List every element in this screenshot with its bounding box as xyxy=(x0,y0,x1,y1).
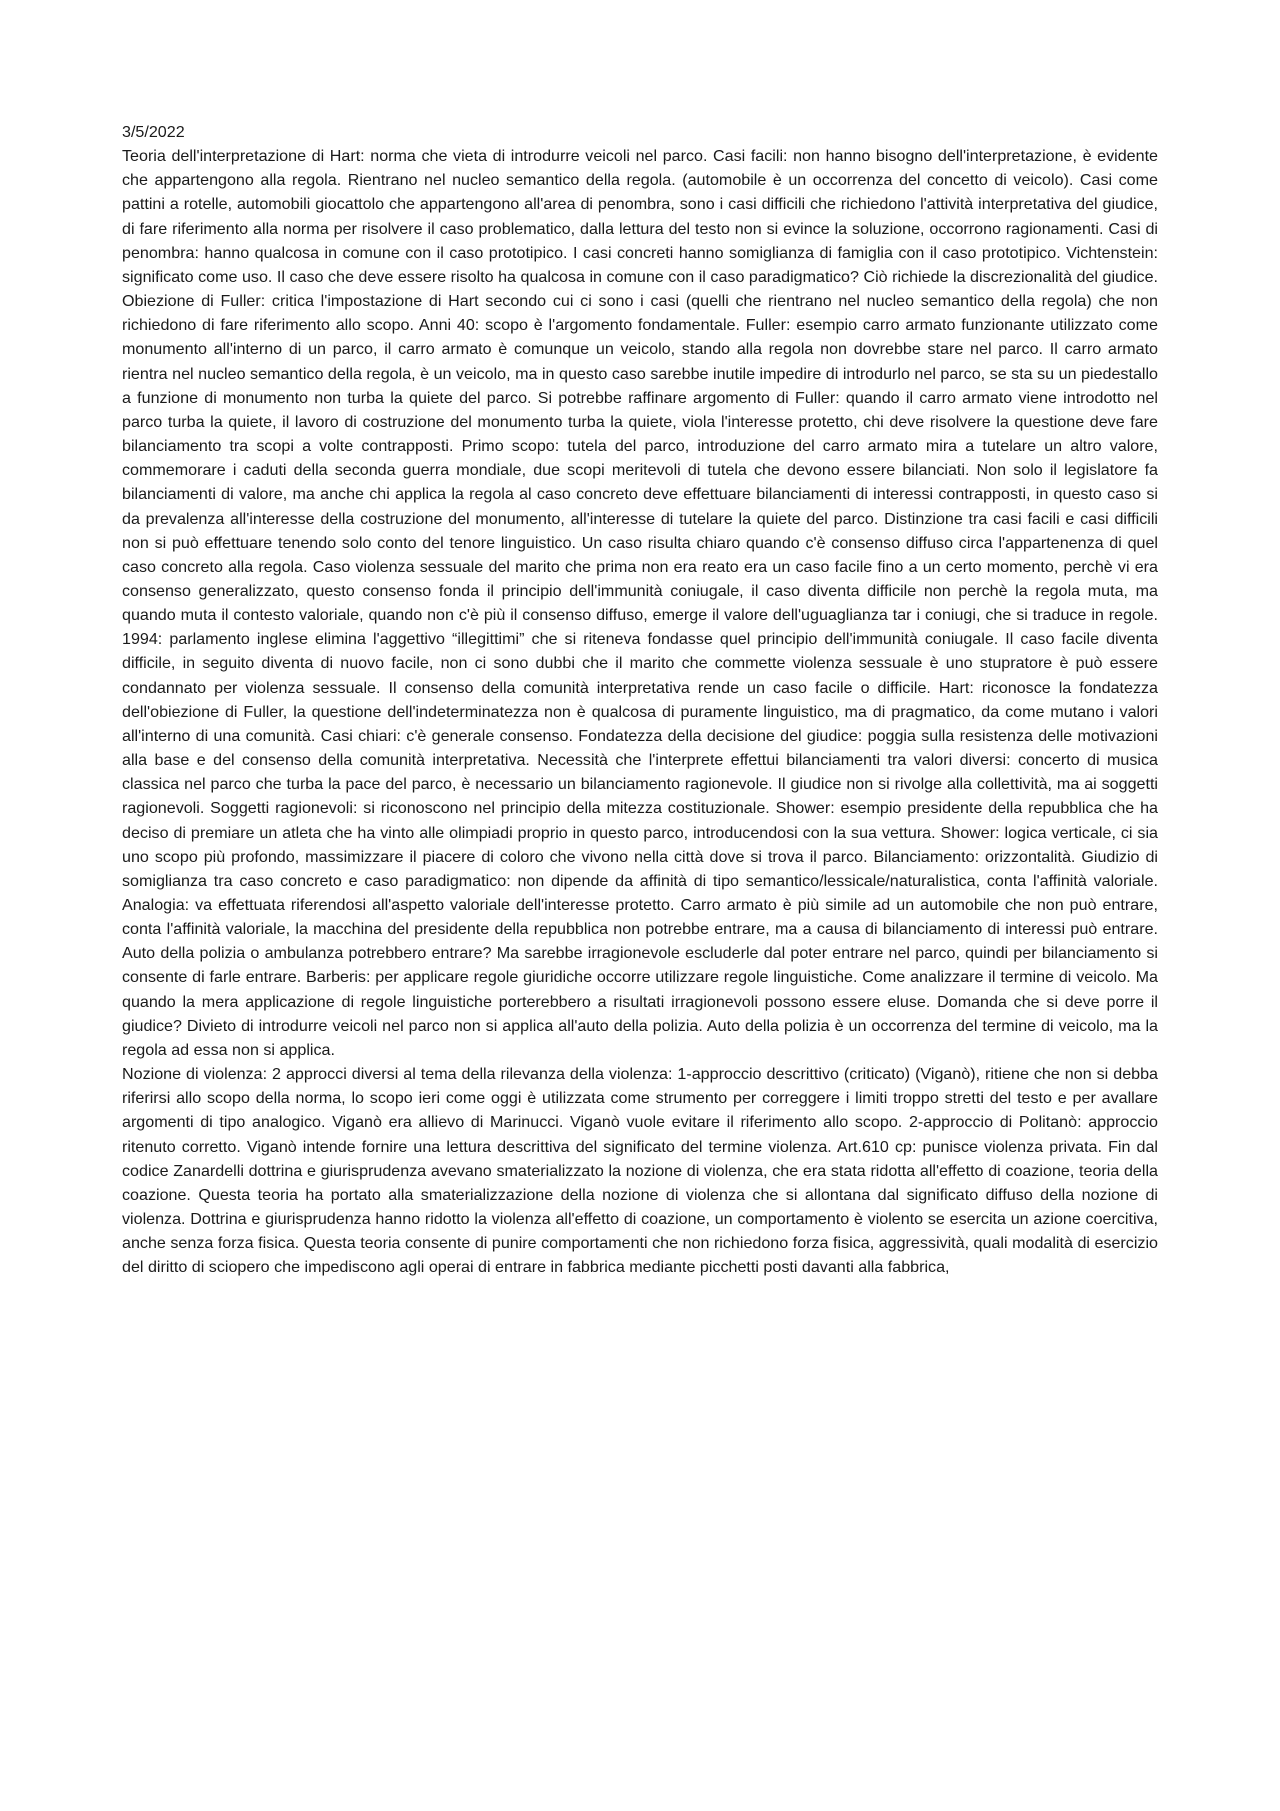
paragraph-nozione-violenza: Nozione di violenza: 2 approcci diversi al tema della rilevanza della violenza: 1-approccio descrittivo (criticato) (Viganò), ritiene che non si debba riferirsi allo scopo della norma, lo scopo ieri come oggi è utilizzata come strumento per correggere i limiti troppo stretti del testo e per avallare argomenti di tipo analogico. Viganò era allievo di Marinucci. Viganò vuole evitare il riferimento allo scopo. 2-approccio di Politanò: approccio ritenuto corretto. Viganò intende fornire una lettura descrittiva del significato del termine violenza. Art.610 cp: punisce violenza privata. Fin dal codice Zanardelli dottrina e giurisprudenza avevano smaterializzato la nozione di violenza, che era stata ridotta all'effetto di coazione, teoria della coazione. Questa teoria ha portato alla smaterializzazione della nozione di violenza che si allontana dal significato diffuso della nozione di violenza. Dottrina e giurisprudenza hanno ridotto la violenza all'effetto di coazione, un comportamento è violento se esercita un azione coercitiva, anche senza forza fisica. Questa teoria consente di punire comportamenti che non richiedono forza fisica, aggressività, quali modalità di esercizio del diritto di sciopero che impediscono agli operai di entrare in fabbrica mediante picchetti posti davanti alla fabbrica, xyxy=(122,1065,1158,1277)
document-page xyxy=(122,120,1158,1280)
document-date: 3/5/2022 xyxy=(122,123,185,141)
paragraph-hart-interpretation: Teoria dell'interpretazione di Hart: norma che vieta di introdurre veicoli nel parco. Casi facili: non hanno bisogno dell'interpretazione, è evidente che appartengono alla regola. Rientrano nel nucleo semantico della regola. (automobile è un occorrenza del concetto di veicolo). Casi come pattini a rotelle, automobili giocattolo che appartengono all'area di penombra, sono i casi difficili che richiedono l'attività interpretativa del giudice, di fare riferimento alla norma per risolvere il caso problematico, dalla lettura del testo non si evince la soluzione, occorrono ragionamenti. Casi di penombra: hanno qualcosa in comune con il caso prototipico. I casi concreti hanno somiglianza di famiglia con il caso prototipico. Vichtenstein: significato come uso. Il caso che deve essere risolto ha qualcosa in comune con il caso paradigmatico? Ciò richiede la discrezionalità del giudice. Obiezione di Fuller: critica l'impostazione di Hart secondo cui ci sono i casi (quelli che rientrano nel nucleo semantico della regola) che non richiedono di fare riferimento allo scopo. Anni 40: scopo è l'argomento fondamentale. Fuller: esempio carro armato funzionante utilizzato come monumento all'interno di un parco, il carro armato è comunque un veicolo, stando alla regola non dovrebbe stare nel parco. Il carro armato rientra nel nucleo semantico della regola, è un veicolo, ma in questo caso sarebbe inutile impedire di introdurlo nel parco, se sta su un piedestallo a funzione di monumento non turba la quiete del parco. Si potrebbe raffinare argomento di Fuller: quando il carro armato viene introdotto nel parco turba la quiete, il lavoro di costruzione del monumento turba la quiete, viola l'interesse protetto, chi deve risolvere la questione deve fare bilanciamento tra scopi a volte contrapposti. Primo scopo: tutela del parco, introduzione del carro armato mira a tutelare un altro valore, commemorare i caduti della seconda guerra mondiale, due scopi meritevoli di tutela che devono essere bilanciati. Non solo il legislatore fa bilanciamenti di valore, ma anche chi applica la regola al caso concreto deve effettuare bilanciamenti di interessi contrapposti, in questo caso si da prevalenza all'interesse della costruzione del monumento, all'interesse di tutelare la quiete del parco. Distinzione tra casi facili e casi difficili non si può effettuare tenendo solo conto del tenore linguistico. Un caso risulta chiaro quando c'è consenso diffuso circa l'appartenenza di quel caso concreto alla regola. Caso violenza sessuale del marito che prima non era reato era un caso facile fino a un certo momento, perchè vi era consenso generalizzato, questo consenso fonda il principio dell'immunità coniugale, il caso diventa difficile non perchè la regola muta, ma quando muta il contesto valoriale, quando non c'è più il consenso diffuso, emerge il valore dell'uguaglianza tar i coniugi, che si traduce in regole. 1994: parlamento inglese elimina l'aggettivo “illegittimi” che si riteneva fondasse quel principio dell'immunità coniugale. Il caso facile diventa difficile, in seguito diventa di nuovo facile, non ci sono dubbi che il marito che commette violenza sessuale è uno stupratore è può essere condannato per violenza sessuale. Il consenso della comunità interpretativa rende un caso facile o difficile. Hart: riconosce la fondatezza dell'obiezione di Fuller, la questione dell'indeterminatezza non è qualcosa di puramente linguistico, ma di pragmatico, da come mutano i valori all'interno di una comunità. Casi chiari: c'è generale consenso. Fondatezza della decisione del giudice: poggia sulla resistenza delle motivazioni alla base e del consenso della comunità interpretativa. Necessità che l'interprete effettui bilanciamenti tra valori diversi: concerto di musica classica nel parco che turba la pace del parco, è necessario un bilanciamento ragionevole. Il giudice non si rivolge alla collettività, ma ai soggetti ragionevoli. Soggetti ragionevoli: si riconoscono nel principio della mitezza costituzionale. Shower: esempio presidente della repubblica che ha deciso di premiare un atleta che ha vinto alle olimpiadi proprio in questo parco, introducendosi con la sua vettura. Shower: logica verticale, ci sia uno scopo più profondo, massimizzare il piacere di coloro che vivono nella città dove si trova il parco. Bilanciamento: orizzontalità. Giudizio di somiglianza tra caso concreto e caso paradigmatico: non dipende da affinità di tipo semantico/lessicale/naturalistica, conta l'affinità valoriale. Analogia: va effettuata riferendosi all'aspetto valoriale dell'interesse protetto. Carro armato è più simile ad un automobile che non può entrare, conta l'affinità valoriale, la macchina del presidente della repubblica non potrebbe entrare, ma a causa di bilanciamento di interessi può entrare. Auto della polizia o ambulanza potrebbero entrare? Ma sarebbe irragionevole escluderle dal poter entrare nel parco, quindi per bilanciamento si consente di farle entrare. Barberis: per applicare regole giuridiche occorre utilizzare regole linguistiche. Come analizzare il termine di veicolo. Ma quando la mera applicazione di regole linguistiche porterebbero a risultati irragionevoli possono essere eluse. Domanda che si deve porre il giudice? Divieto di introdurre veicoli nel parco non si applica all'auto della polizia. Auto della polizia è un occorrenza del termine di veicolo, ma la regola ad essa non si applica. xyxy=(122,147,1158,1059)
